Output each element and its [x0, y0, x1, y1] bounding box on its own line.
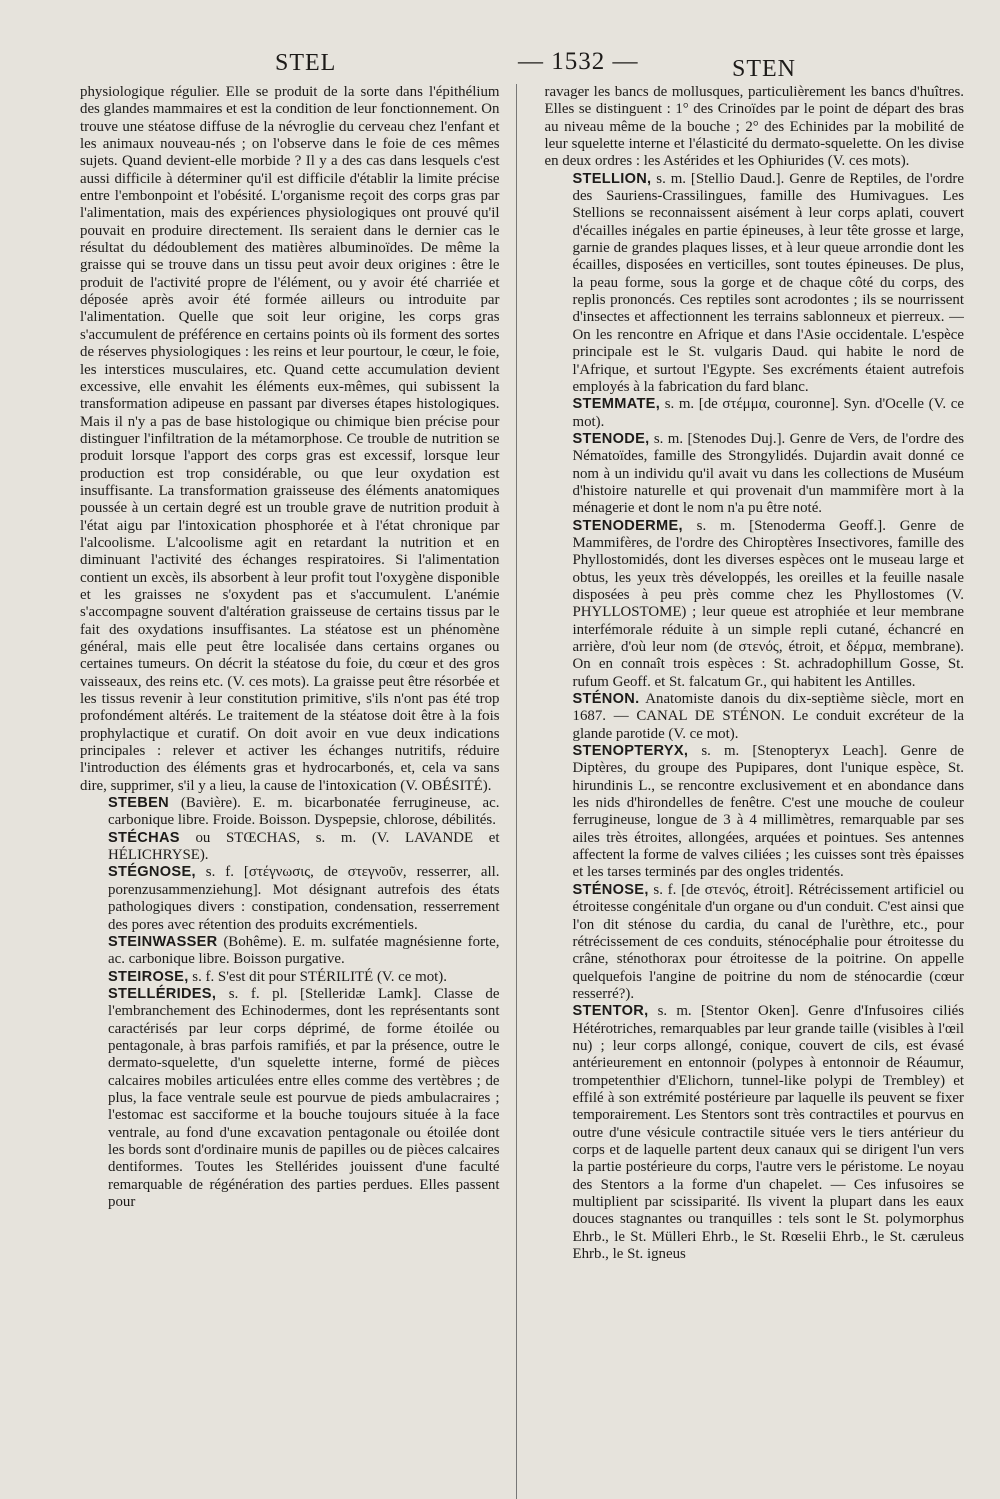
right-column: [545, 84, 965, 1499]
text-columns: [80, 84, 964, 1499]
page-number: — 1532 —: [518, 48, 639, 75]
entry-text: s. m. [Stellio Daud.]. Genre de Reptiles, de l'ordre des Sauriens-Crassilingues, famille des Humivagues. Les Stellions se reconnaissent aisément à leur corps aplati, couvert d'écailles inégales en partie épineuses, à leur tête grosse et large, garnie de grandes plaques lisses, et à leur queue arrondie dont les écailles, disposées en verticilles, sont toutes épineuses. De plus, la peau forme, sous la gorge et de chaque côté du corps, des replis prononcés. Ces reptiles sont acrodontes ; ils se nourrissent d'insectes et affectionnent les terrains sablonneux et pierreux. — On les rencontre en Afrique et dans l'Asie occidentale. L'espèce principale est le St. vulgaris Daud. qui habite le nord de l'Afrique, et surtout l'Egypte. Ses excréments étaient autrefois employés à la fabrication du fard blanc.: [572, 170, 964, 395]
entry-text: (Bavière). E. m. bicarbonatée ferrugineuse, ac. carbonique libre. Froide. Boisson. Dyspepsie, chlorose, débilités.: [108, 795, 500, 829]
entry-text: s. m. [Stenodes Duj.]. Genre de Vers, de l'ordre des Nématoïdes, famille des Strongylidés. Dujardin avait donné ce nom à un individu qu'il avait vu dans les collections de Muséum d'histoire naturelle et qui provenait d'un mammifère mort à la ménagerie et dont le nom n'a pu être noté.: [572, 430, 964, 517]
entry-text: s. m. [Stentor Oken]. Genre d'Infusoires ciliés Hétérotriches, remarquables par leur grande taille (visibles à l'œil nu) ; leur corps allongé, conique, couvert de cils, est évasé antérieurement en entonnoir (polypes à entonnoir de Réaumur, trompetenthier d'Elichorn, tunnel-like polypi de Trembley) et effilé à son extrémité postérieure par laquelle ils peuvent se fixer temporairement. Les Stentors sont très contractiles et pourvus en outre d'une vésicule contractile située vers le tiers antérieur du corps et de laquelle partent deux canaux qui se dirigent l'un vers la partie postérieure du corps, l'autre vers le péristome. Le noyau des Stentors a la forme d'un chapelet. — Ces infusoires se multiplient par scissiparité. Ils vivent la plupart dans les eaux douces stagnantes ou tranquilles : tels sont le St. polymorphus Ehrb., le St. Mülleri Ehrb., le St. Rœselii Ehrb., le St. cæruleus Ehrb., le St. igneus: [572, 1003, 964, 1263]
entry-text: s. m. [Stenoderma Geoff.]. Genre de Mammifères, de l'ordre des Chiroptères Insectivores, famille des Phyllostomidés, dont les diverses espèces ont le museau large et obtus, les yeux très développés, les oreilles et la feuille nasale disposées à peu près comme chez les Phyllostomes (V. PHYLLOSTOME) ; leur queue est atrophiée et leur membrane interfémorale réduite à un simple repli cutané, échancré en arrière, d'où leur nom (de στενός, étroit, et δέρμα, membrane). On en connaît trois espèces : St. achradophillum Gosse, St. rufum Geoff. et St. falcatum Gr., qui habitent les Antilles.: [572, 517, 964, 690]
entry-continuation: [545, 84, 965, 171]
entry-text: ravager les bancs de mollusques, particulièrement les bancs d'huîtres. Elles se distinguent : 1° des Crinoïdes par le point de départ des bras au niveau même de la bouche ; 2° des Echinides par la mobilité de leur squelette interne et l'élasticité du dermato-squelette. On les divise en deux ordres : les Astérides et les Ophiurides (V. ces mots).: [544, 84, 964, 170]
entry-stegnose: [80, 864, 500, 933]
headword: STEBEN: [108, 795, 169, 812]
headword: STEMMATE,: [572, 396, 661, 413]
entry-stechas: [80, 830, 500, 865]
running-head: [80, 44, 964, 84]
headword: STENTOR,: [572, 1003, 649, 1020]
entry-text: s. f. [στέγνωσις, de στεγνοῦν, resserrer, all. porenzusammenziehung]. Mot désignant autrefois des états pathologiques divers : constipation, condensation, resserrement des pores avec rétention des produits excrémentiels.: [108, 864, 500, 933]
header-right-guideword: STEN: [732, 56, 796, 82]
entry-text: s. m. [Stenopteryx Leach]. Genre de Diptères, du groupe des Pupipares, dont l'unique espèce, St. hirundinis L., se rencontre exclusivement et en abondance dans les nids d'hirondelles de fenêtre. C'est une mouche de couleur ferrugineuse, longue de 3 à 4 millimètres, remarquable par ses ailes très étroites, allongées, arquées et pointues. Ses antennes affectent la forme de valves ciliées ; les cuisses sont très épaisses et les tarses terminés par des ongles tridentés.: [572, 743, 964, 881]
entry-text: Anatomiste danois du dix-septième siècle, mort en 1687. — CANAL DE STÉNON. Le conduit excréteur de la glande parotide (V. ce mot).: [572, 691, 964, 742]
headword: STENOPTERYX,: [572, 743, 689, 760]
entry-stellion: [545, 171, 965, 396]
headword: STEINWASSER: [108, 933, 218, 950]
entry-stellerides: [80, 986, 500, 1211]
headword: STÉNON.: [572, 691, 640, 708]
entry-stenose: [545, 882, 965, 1003]
entry-stenode: [545, 431, 965, 518]
headword: STÉCHAS: [108, 829, 180, 846]
entry-text: s. m. [de στέμμα, couronne]. Syn. d'Ocelle (V. ce mot).: [572, 396, 964, 430]
entry-text: ou STŒCHAS, s. m. (V. LAVANDE et HÉLICHRYSE).: [108, 829, 500, 864]
entry-text: s. f. pl. [Stelleridæ Lamk]. Classe de l'embranchement des Echinodermes, dont les représentants sont caractérisés par leur corps déprimé, de forme étoilée ou pentagonale, à bras parfois ramifiés, et par la présence, outre le dermato-squelette, d'un squelette interne, formé de pièces calcaires mobiles articulées entre elles comme des vertèbres ; de plus, la face ventrale seule est pourvue de pieds ambulacraires ; l'estomac est sacciforme et la bouche toujours située à la face ventrale, au fond d'une excavation pentagonale ou étoilée dont les bords sont d'ordinaire munis de papilles ou de pièces calcaires dentiformes. Toutes les Stellérides jouissent d'une faculté remarquable de régénération des parties perdues. Elles passent pour: [108, 985, 500, 1210]
headword: STELLION,: [572, 170, 652, 187]
entry-stenoderme: [545, 518, 965, 691]
entry-text: s. f. S'est dit pour STÉRILITÉ (V. ce mot).: [188, 968, 447, 985]
entry-steben: [80, 795, 500, 830]
entry-stemmate: [545, 396, 965, 431]
entry-text: (Bohême). E. m. sulfatée magnésienne forte, ac. carbonique libre. Boisson purgative.: [108, 933, 500, 968]
header-left-guideword: STEL: [275, 50, 337, 76]
entry-stenon: [545, 691, 965, 743]
entry-text: physiologique régulier. Elle se produit de la sorte dans l'épithélium des glandes mammaires et est la condition de leur fonctionnement. On trouve une stéatose diffuse de la névroglie du cerveau chez l'enfant et les animaux nouveau-nés ; on l'observe dans le foie de ces mêmes sujets. Quand devient-elle morbide ? Il y a des cas dans lesquels c'est aussi difficile à déterminer qu'il est difficile d'établir la limite précise entre l'embonpoint et l'obésité. L'organisme reçoit des corps gras par l'alimentation, mais des expériences physiologiques ont prouvé qu'il pouvait en produire directement. Ils seraient dans le dernier cas le résultat du dédoublement des matières albuminoïdes. De même la graisse qui se trouve dans un tissu peut avoir deux origines : être le produit de l'activité propre de l'élément, ou y avoir été charriée et déposée après avoir été formée ailleurs ou introduite par l'alimentation. Quelle que soit leur origine, les corps gras s'accumulent de préférence en certains points où ils forment des sortes de réserves physiologiques : les reins et leur pourtour, le cœur, le foie, les interstices musculaires, etc. Quand cette accumulation devient excessive, elle envahit les éléments eux-mêmes, qui subissent la transformation adipeuse en passant par diverses étapes histologiques. Mais il n'y a pas de base histologique ou chimique bien précise pour distinguer l'infiltration de la métamorphose. Ce trouble de nutrition se produit lorsque l'apport des corps gras est excessif, lorsque leur production est trop considérable, ou que leur oxydation est insuffisante. La transformation graisseuse des éléments anatomiques poussée à un certain degré est un trouble grave de nutrition produit à l'état aigu par l'intoxication phosphorée et à l'état chronique par l'alcoolisme. L'alcoolisme agit en retardant la nutrition et en diminuant l'activité des échanges respiratoires. Si l'alimentation contient un excès, ils absorbent à leur profit tout l'oxygène disponible et les graisses ne s'oxydent pas et s'accumulent. L'anémie s'accompagne souvent d'altération graisseuse de certains tissus par le fait des oxydations insuffisantes. La stéatose est un phénomène général, mais elle peut être localisée dans certains organes ou certaines tumeurs. On décrit la stéatose du foie, du cœur et des gros vaisseaux, des reins etc. (V. ces mots). La graisse peut être résorbée et les tissus revenir à leur constitution primitive, s'ils n'ont pas été trop profondément altérés. Le traitement de la stéatose doit être à la fois prophylactique et curatif. On doit avoir en vue deux indications principales : relever et activer les échanges nutritifs, réduire l'introduction des éléments gras et hydrocarbonés, et, cela va sans dire, supprimer, s'il y a lieu, la cause de l'intoxication (V. OBÉSITÉ).: [80, 84, 500, 794]
headword: STELLÉRIDES,: [108, 985, 217, 1002]
entry-text: s. f. [de στενός, étroit]. Rétrécissement artificiel ou étroitesse congénitale d'un organe ou d'un conduit. C'est ainsi que l'on dit sténose du cardia, du canal de l'urèthre, etc., pour rétrécissement de ces conduits, sténocéphalie pour étroitesse du crâne, sténothorax pour étroitesse de la poitrine. On appelle quelquefois l'angine de poitrine du nom de sténocardie (cœur resserré?).: [572, 881, 964, 1002]
entry-stentor: [545, 1003, 965, 1263]
entry-steirose: [80, 969, 500, 986]
headword: STENODE,: [572, 430, 650, 447]
left-column: [80, 84, 517, 1499]
headword: STENODERME,: [572, 517, 683, 534]
headword: STEIROSE,: [108, 968, 189, 985]
headword: STÉGNOSE,: [108, 864, 196, 881]
entry-continuation: [80, 84, 500, 795]
headword: STÉNOSE,: [572, 881, 649, 898]
entry-stenopteryx: [545, 743, 965, 882]
entry-steinwasser: [80, 934, 500, 969]
